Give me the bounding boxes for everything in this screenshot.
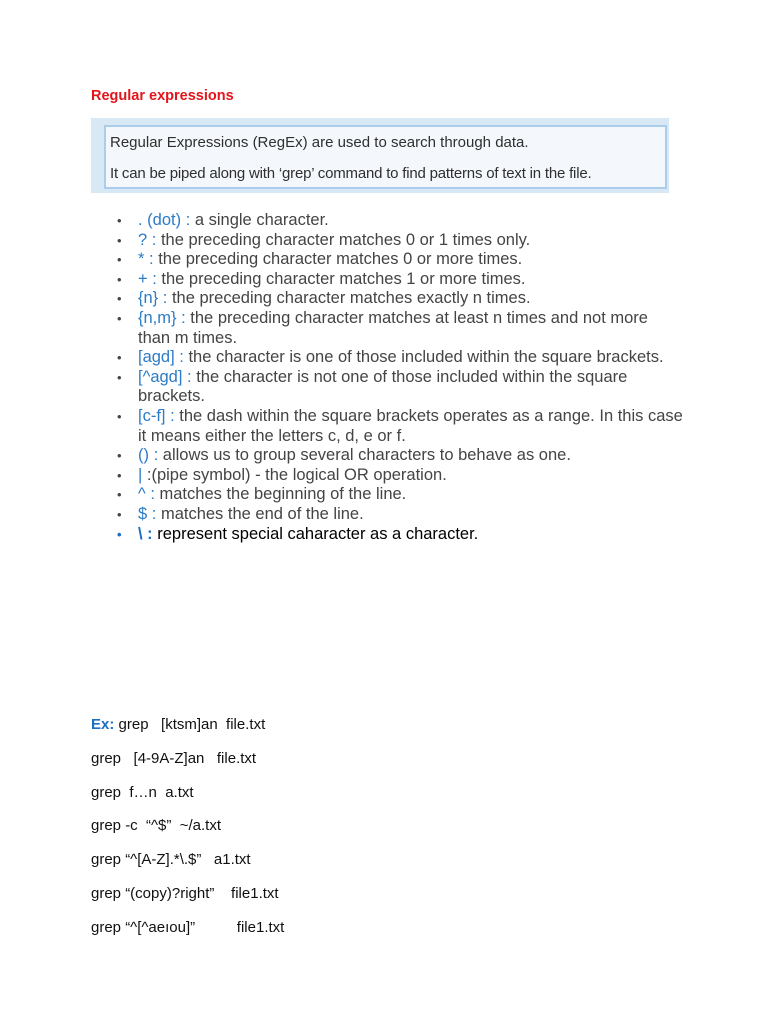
regex-description: the character is not one of those included within the square brackets.: [138, 367, 628, 406]
regex-rule: [117, 485, 683, 505]
example-line: [91, 885, 284, 903]
regex-description: a single character.: [194, 211, 329, 229]
regex-rule: [117, 525, 683, 545]
example-command: grep [ktsm]an file.txt: [118, 716, 266, 733]
example-command: grep “^[A-Z].*\.$” a1.txt: [91, 851, 251, 869]
regex-token: ? :: [138, 230, 157, 249]
example-line: [91, 851, 284, 869]
regex-description: the preceding character matches 0 or more times.: [158, 250, 523, 269]
regex-description: matches the beginning of the line.: [159, 485, 407, 504]
regex-rule: [117, 309, 683, 348]
regex-rule: [117, 211, 683, 231]
regex-token: [c-f] :: [138, 406, 175, 425]
intro-inner-frame: [104, 125, 667, 189]
regex-description: the preceding character matches 0 or 1 times only.: [160, 230, 531, 249]
regex-token: |: [138, 465, 143, 484]
intro-line: It can be piped along with ‘grep’ command to find patterns of text in the file.: [110, 165, 592, 182]
regex-description: allows us to group several characters to behave as one.: [162, 446, 571, 465]
regex-token: [agd] :: [138, 348, 184, 367]
example-line: [91, 750, 284, 768]
intro-image-box: [91, 118, 669, 193]
example-command: grep -c “^$” ~/a.txt: [91, 817, 221, 835]
regex-token: {n} :: [138, 289, 168, 308]
regex-token: {n,m} :: [138, 308, 186, 327]
example-line: [91, 919, 284, 937]
regex-rule: [117, 250, 683, 270]
regex-description: matches the end of the line.: [160, 504, 364, 523]
regex-token: * :: [138, 250, 154, 269]
regex-rule: [117, 270, 683, 290]
regex-rule: [117, 505, 683, 525]
example-line: [91, 716, 284, 734]
regex-rule: [117, 231, 683, 251]
regex-description: the preceding character matches 1 or more times.: [161, 269, 526, 288]
regex-description: represent special caharacter as a character.: [157, 524, 479, 543]
regex-rule: [117, 289, 683, 309]
regex-rule: [117, 446, 683, 466]
regex-description: the dash within the square brackets operates as a range. In this case it means either the letters c, d, e or f.: [138, 406, 683, 445]
example-command: grep [4-9A-Z]an file.txt: [91, 749, 257, 767]
example-command: grep “^[^aeıou]” file1.txt: [91, 918, 285, 936]
intro-line: Regular Expressions (RegEx) are used to search through data.: [110, 134, 529, 151]
regex-token: ^ :: [138, 485, 155, 504]
regex-rule: [117, 407, 683, 446]
regex-description: :(pipe symbol) - the logical OR operation.: [146, 465, 447, 484]
regex-token: () :: [138, 446, 159, 465]
regex-description: the preceding character matches at least n times and not more than m times.: [138, 308, 648, 347]
example-line: [91, 817, 284, 835]
regex-token: [^agd] :: [138, 367, 192, 386]
example-command: grep “(copy)?right” file1.txt: [91, 884, 279, 902]
regex-rule: [117, 368, 683, 407]
page-title: Regular expressions: [91, 88, 234, 104]
regex-rules-list: [117, 211, 683, 544]
examples-label: Ex:: [91, 716, 115, 733]
regex-description: the preceding character matches exactly n times.: [171, 289, 531, 308]
example-line: [91, 784, 284, 802]
regex-token: + :: [138, 269, 157, 288]
regex-token: $ :: [138, 504, 157, 523]
examples-block: [91, 716, 284, 953]
regex-description: the character is one of those included within the square brackets.: [188, 348, 664, 367]
regex-rule: [117, 348, 683, 368]
regex-token: \ :: [138, 524, 153, 543]
regex-rule: [117, 466, 683, 486]
regex-token: . (dot) :: [138, 211, 191, 229]
example-command: grep f…n a.txt: [91, 783, 194, 801]
